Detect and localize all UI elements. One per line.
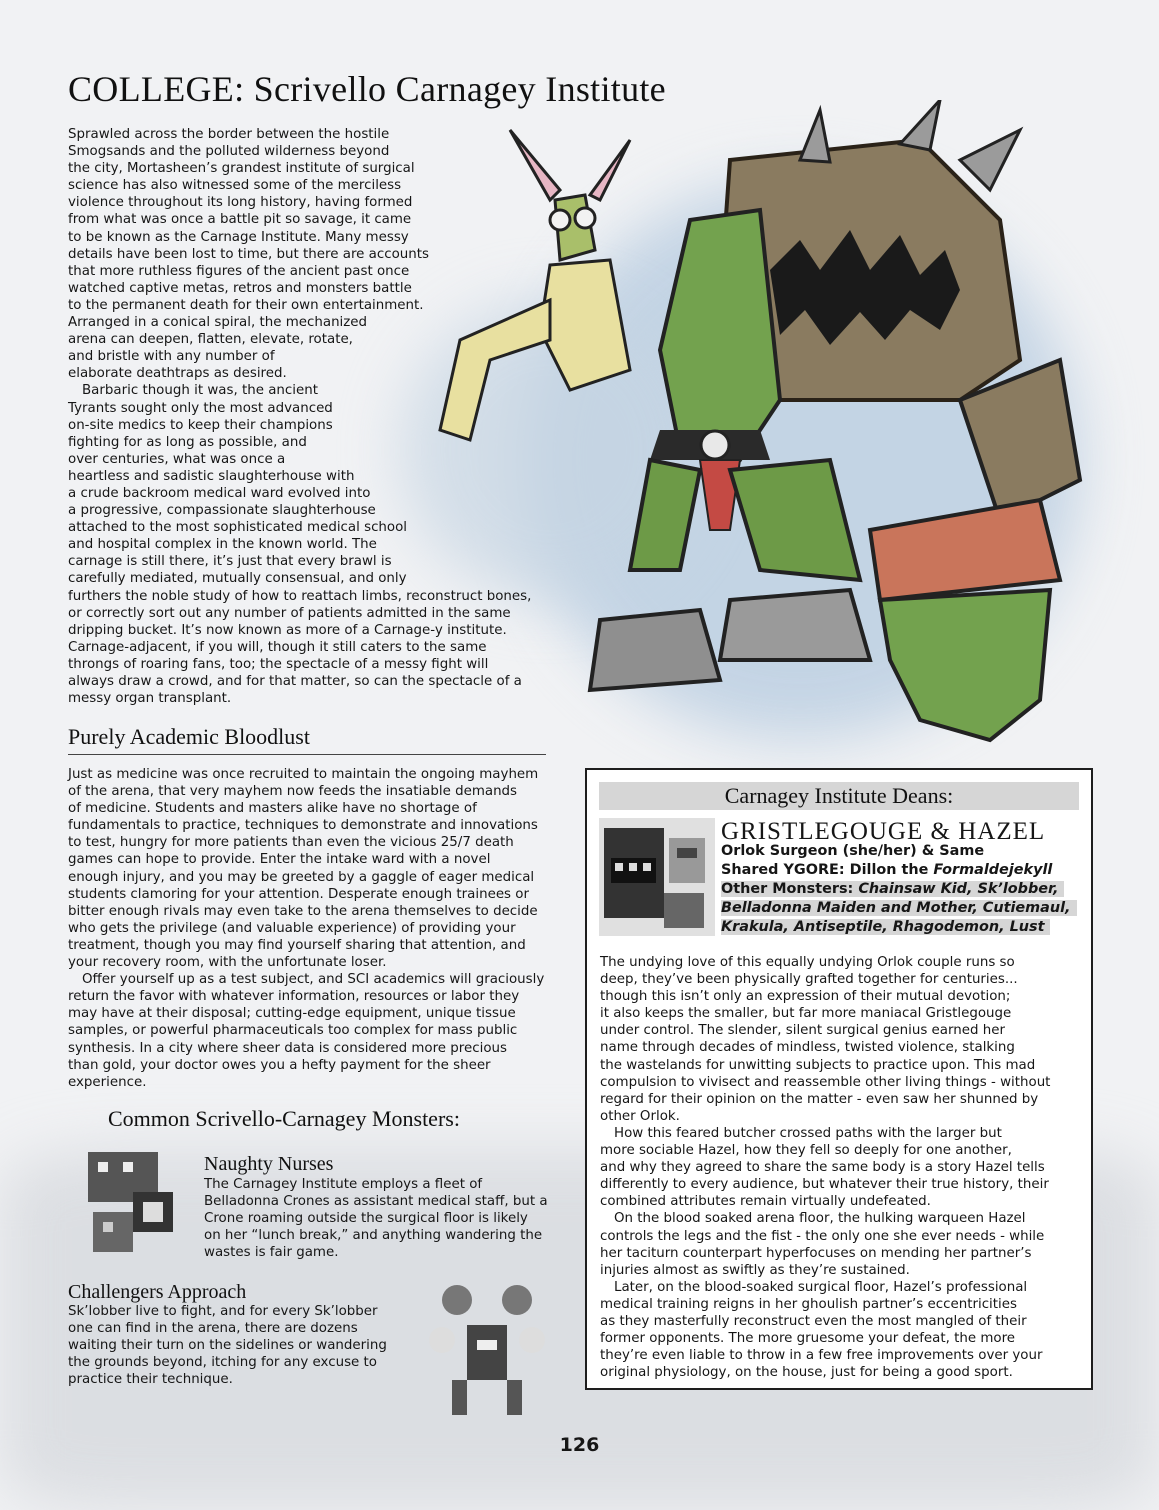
deans-sidebar [585, 768, 1093, 1390]
sidebar-title: Carnagey Institute Deans: [599, 782, 1079, 810]
text-line: and why they agreed to share the same body is a story Hazel tells [600, 1160, 1045, 1176]
text-line: Belladonna Crones as assistant medical staff, but a [204, 1194, 548, 1210]
text-line: a progressive, compassionate slaughterhouse [68, 503, 376, 519]
text-line: than gold, your doctor owes you a hefty payment for the sheer [68, 1057, 491, 1073]
text-line: How this feared butcher crossed paths with the larger but [614, 1125, 1002, 1141]
text-line: or correctly sort out any number of patients admitted in the same [68, 605, 511, 621]
text-line: Just as medicine was once recruited to maintain the ongoing mayhem [68, 767, 539, 782]
text-line: and bristle with any number of [68, 349, 275, 365]
text-line: name through decades of mindless, twisted violence, stalking [600, 1040, 1015, 1056]
text-line: Tyrants sought only the most advanced [68, 400, 333, 416]
ygore-label: Shared YGORE: Dillon the [721, 862, 934, 878]
text-line: The Carnagey Institute employs a fleet of [204, 1177, 483, 1192]
text-line: always draw a crowd, and for that matter, so can the spectacle of a [68, 674, 522, 689]
text-line: the wastelands for unwitting subjects to practice upon. This mad [600, 1057, 1036, 1073]
section-heading: Purely Academic Bloodlust [68, 724, 310, 749]
text-line: one can find in the arena, there are dozens [68, 1321, 358, 1337]
text-line: injuries almost as swiftly as they’re sustained. [600, 1262, 910, 1278]
text-line: combined attributes remain virtually undefeated. [600, 1194, 931, 1210]
academic-text [68, 766, 578, 1091]
text-line: they’re even liable to throw in a few free improvements over your [600, 1348, 1043, 1364]
text-line: experience. [68, 1074, 147, 1090]
text-line: the grounds beyond, itching for any excuse to [68, 1355, 377, 1371]
nurse-sprite-image [78, 1142, 188, 1262]
text-line: to test, hungry for more patients than even the vicious 25/7 death [68, 835, 514, 851]
page-number: 126 [559, 1434, 600, 1456]
other-label: Other Monsters: [721, 881, 859, 897]
text-line: arena can deepen, flatten, elevate, rotate, [68, 332, 353, 348]
text-line: elaborate deathtraps as desired. [68, 366, 287, 382]
challengers-title: Challengers Approach [68, 1281, 247, 1303]
other-value: Krakula, Antiseptile, Rhagodemon, Lust [721, 919, 1045, 935]
challengers-text [68, 1303, 418, 1388]
dean-other-monsters [721, 900, 1077, 916]
text-line: over centuries, what was once a [68, 451, 286, 467]
text-line: enough injury, and you may be greeted by a gaggle of eager medical [68, 869, 535, 885]
text-line: Crone roaming outside the surgical floor is likely [204, 1211, 528, 1227]
text-line: fundamentals to practice, techniques to demonstrate and innovations [68, 818, 538, 834]
dean-portrait-image [599, 818, 715, 936]
heading-rule [68, 754, 546, 755]
text-line: Carnage-adjacent, if you will, though it still caters to the same [68, 639, 487, 655]
text-line: details have been lost to time, but there are accounts [68, 246, 429, 262]
text-line: regard for their opinion on the matter - even saw her shunned by [600, 1091, 1039, 1107]
text-line: of the arena, that very mayhem now feeds the insatiable demands [68, 784, 518, 800]
text-line: on-site medics to keep their champions [68, 417, 333, 433]
text-line: furthers the noble study of how to reattach limbs, reconstruct bones, [68, 588, 532, 604]
text-line: Offer yourself up as a test subject, and SCI academics will graciously [82, 972, 545, 988]
text-line: watched captive metas, retros and monsters battle [68, 280, 412, 296]
text-line: waiting their turn on the sidelines or wandering [68, 1338, 387, 1354]
other-value: Chainsaw Kid, Sk’lobber, [858, 881, 1059, 897]
text-line: practice their technique. [68, 1372, 233, 1388]
text-line: treatment, though you may find yourself sharing that attention, and [68, 937, 526, 953]
text-line: dripping bucket. It’s now known as more of a Carnage-y institute. [68, 622, 507, 638]
nurses-text [204, 1176, 574, 1261]
text-line: synthesis. In a city where sheer data is considered more precious [68, 1040, 507, 1056]
text-line: other Orlok. [600, 1108, 680, 1124]
text-line: the city, Mortasheen’s grandest institute of surgical [68, 161, 415, 177]
text-line: medical training reigns in her ghoulish partner’s eccentricities [600, 1296, 1017, 1312]
text-line: may have at their disposal; cutting-edge equipment, unique tissue [68, 1006, 516, 1022]
text-line: original physiology, on the house, just for being a good sport. [600, 1365, 1013, 1381]
sklobber-sprite-image [422, 1280, 552, 1418]
text-line: Sk’lobber live to fight, and for every Sk’lobber [68, 1304, 378, 1319]
monster-illustration [400, 100, 1100, 780]
text-line: wastes is fair game. [204, 1245, 339, 1261]
page-title: COLLEGE: Scrivello Carnagey Institute [68, 69, 666, 109]
text-line: your recovery room, with the unfortunate loser. [68, 955, 387, 971]
dean-role: Orlok Surgeon (she/her) & Same [721, 843, 985, 859]
sidebar-text [600, 954, 1090, 1381]
text-line: her taciturn counterpart hyperfocuses on mending her partner’s [600, 1245, 1032, 1261]
text-line: differently to every audience, but whatever their true history, their [600, 1177, 1049, 1193]
text-line: more sociable Hazel, how they fell so deeply for one another, [600, 1143, 1012, 1159]
text-line: to the permanent death for their own entertainment. [68, 297, 424, 313]
text-line: students clamoring for your attention. Desperate enough trainees or [68, 886, 529, 902]
dean-name: GRISTLEGOUGE & HAZEL [721, 818, 1046, 845]
text-line: under control. The slender, silent surgical genius earned her [600, 1023, 1005, 1039]
text-line: violence throughout its long history, having formed [68, 195, 413, 211]
text-line: science has also witnessed some of the merciless [68, 178, 402, 194]
text-line: from what was once a battle pit so savage, it came [68, 212, 412, 228]
text-line: messy organ transplant. [68, 691, 232, 707]
text-line: carefully mediated, mutually consensual, and only [68, 571, 407, 587]
dean-other-monsters [721, 881, 1064, 897]
text-line: it also keeps the smaller, but far more maniacal Gristlegouge [600, 1006, 1012, 1022]
text-line: The undying love of this equally undying Orlok couple runs so [600, 955, 1015, 970]
text-line: games can hope to provide. Enter the intake ward with a novel [68, 852, 491, 868]
text-line: on her “lunch break,” and anything wandering the [204, 1228, 543, 1244]
text-line: On the blood soaked arena floor, the hulking warqueen Hazel [614, 1211, 1026, 1227]
text-line: though this isn’t only an expression of their mutual devotion; [600, 989, 1011, 1005]
text-line: carnage is still there, it’s just that every brawl is [68, 554, 392, 570]
text-line: Smogsands and the polluted wilderness beyond [68, 144, 390, 160]
text-line: attached to the most sophisticated medical school [68, 520, 408, 536]
text-line: bitter enough rivals may even take to the arena themselves to decide [68, 903, 538, 919]
dean-ygore [721, 862, 1052, 878]
text-line: of medicine. Students and masters alike have no shortage of [68, 801, 477, 817]
text-line: Later, on the blood-soaked surgical floor, Hazel’s professional [614, 1279, 1028, 1295]
text-line: controls the legs and the fist - the only one she ever needs - while [600, 1228, 1045, 1244]
text-line: fighting for as long as possible, and [68, 434, 307, 450]
text-line: heartless and sadistic slaughterhouse with [68, 468, 355, 484]
text-line: as they masterfully reconstruct even the most mangled of their [600, 1313, 1027, 1329]
text-line: a crude backroom medical ward evolved into [68, 485, 371, 501]
other-value: Belladonna Maiden and Mother, Cutiemaul, [721, 900, 1071, 916]
text-line: that more ruthless figures of the ancient past once [68, 263, 410, 279]
text-line: deep, they’ve been physically grafted together for centuries... [600, 972, 1018, 988]
text-line: Sprawled across the border between the hostile [68, 127, 390, 142]
text-line: to be known as the Carnage Institute. Many messy [68, 229, 409, 245]
text-line: who gets the privilege (and valuable experience) of providing your [68, 920, 516, 936]
nurses-title: Naughty Nurses [204, 1153, 334, 1175]
text-line: Barbaric though it was, the ancient [82, 383, 318, 399]
dean-other-monsters [721, 919, 1050, 935]
monsters-heading: Common Scrivello-Carnagey Monsters: [108, 1106, 460, 1131]
text-line: throngs of roaring fans, too; the spectacle of a messy fight will [68, 656, 489, 672]
text-line: samples, or powerful pharmaceuticals too complex for mass public [68, 1023, 518, 1039]
ygore-value: Formaldejekyll [933, 862, 1053, 878]
text-line: Arranged in a conical spiral, the mechanized [68, 315, 368, 331]
text-line: and hospital complex in the known world. The [68, 537, 377, 553]
text-line: former opponents. The more gruesome your defeat, the more [600, 1331, 1016, 1347]
text-line: compulsion to vivisect and reassemble other living things - without [600, 1074, 1051, 1090]
text-line: return the favor with whatever information, resources or labor they [68, 989, 520, 1005]
